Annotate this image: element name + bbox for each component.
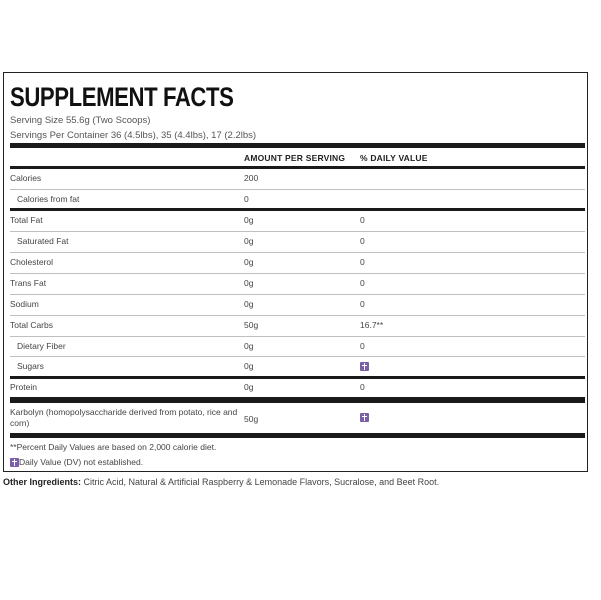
other-ingredients-text: Citric Acid, Natural & Artificial Raspberry & Lemonade Flavors, Sucralose, and Beet Root. — [81, 477, 440, 487]
nutrient-name: Calories — [10, 173, 42, 183]
nutrient-row-total-fat — [10, 211, 585, 232]
nutrient-amount: 0 — [244, 194, 249, 204]
serving-size: Serving Size 55.6g (Two Scoops) — [10, 115, 151, 126]
nutrient-name: Sugars — [17, 361, 44, 371]
nutrient-row-dietary-fiber — [10, 337, 585, 358]
nutrient-dv — [360, 361, 369, 371]
nutrient-amount: 0g — [244, 299, 254, 309]
nutrient-name: Total Carbs — [10, 320, 53, 330]
nutrient-amount: 0g — [244, 257, 254, 267]
dagger-icon — [10, 458, 19, 467]
nutrient-row-sodium — [10, 295, 585, 316]
nutrient-amount: 0g — [244, 361, 254, 371]
thick-divider — [10, 433, 585, 438]
nutrient-row-trans-fat — [10, 274, 585, 295]
nutrient-row-protein — [10, 378, 585, 399]
nutrient-name: Cholesterol — [10, 257, 53, 267]
nutrient-dv: 16.7** — [360, 320, 384, 330]
nutrient-name: Saturated Fat — [17, 236, 69, 246]
nutrient-row-calories — [10, 169, 585, 190]
nutrient-name: Total Fat — [10, 215, 43, 225]
nutrient-amount: 0g — [244, 215, 254, 225]
nutrient-amount: 0g — [244, 236, 254, 246]
nutrient-amount: 200 — [244, 173, 259, 183]
nutrient-amount: 50g — [244, 414, 259, 424]
daily-value-header: % DAILY VALUE — [360, 153, 428, 163]
nutrient-dv: 0 — [360, 299, 365, 309]
servings-per-container: Servings Per Container 36 (4.5lbs), 35 (4.4lbs), 17 (2.2lbs) — [10, 130, 257, 141]
other-ingredients-label: Other Ingredients: — [3, 477, 82, 487]
nutrient-dv: 0 — [360, 215, 365, 225]
nutrient-dv: 0 — [360, 236, 365, 246]
nutrient-dv: 0 — [360, 382, 365, 392]
nutrient-amount: 50g — [244, 320, 259, 330]
other-ingredients — [3, 477, 439, 487]
karbolyn-name: Karbolyn (homopolysaccharide derived from potato, rice and corn) — [10, 407, 238, 428]
nutrient-amount: 0g — [244, 278, 254, 288]
nutrient-amount: 0g — [244, 341, 254, 351]
amount-per-serving-header: AMOUNT PER SERVING — [244, 153, 346, 163]
footnote-dagger-text: Daily Value (DV) not established. — [19, 457, 144, 467]
panel-title: SUPPLEMENT FACTS — [10, 82, 234, 112]
nutrient-name: Sodium — [10, 299, 39, 309]
nutrient-row-karbolyn — [10, 409, 585, 430]
nutrient-row-cholesterol — [10, 253, 585, 274]
nutrient-row-sugars — [10, 357, 585, 378]
thick-divider — [10, 397, 585, 403]
thick-divider — [10, 143, 585, 148]
nutrient-dv: 0 — [360, 278, 365, 288]
nutrient-row-total-carbs — [10, 316, 585, 337]
footnote-dagger — [10, 457, 143, 467]
nutrient-name: Dietary Fiber — [17, 341, 66, 351]
nutrient-dv: 0 — [360, 257, 365, 267]
dagger-icon — [360, 362, 369, 371]
dagger-icon — [360, 413, 369, 422]
nutrient-name: Trans Fat — [10, 278, 47, 288]
nutrient-name: Calories from fat — [17, 194, 80, 204]
nutrient-dv — [360, 412, 369, 422]
nutrient-amount: 0g — [244, 382, 254, 392]
nutrient-name: Protein — [10, 382, 37, 392]
nutrient-row-saturated-fat — [10, 232, 585, 253]
nutrient-dv: 0 — [360, 341, 365, 351]
footnote-percent: **Percent Daily Values are based on 2,000 calorie diet. — [10, 442, 217, 452]
